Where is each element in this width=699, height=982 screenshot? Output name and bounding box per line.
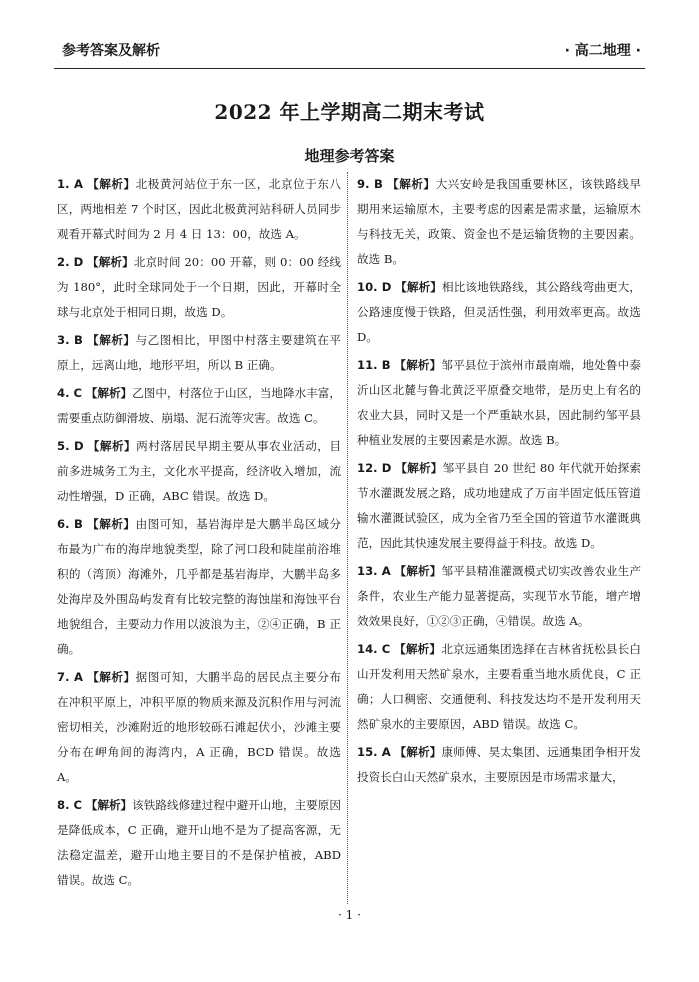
answer-item [357,172,641,272]
analysis-tag: 【解析】 [394,745,442,759]
page-subtitle: 地理参考答案 [304,147,395,165]
answer-text: 邹平县位于滨州市最南端，地处鲁中泰沂山区北麓与鲁北黄泛平原叠交地带，是历史上有名的农业大县，同时又是一个严重缺水县，因此制约邹平县种植业发展的主要因素是水源。故选 B。 [357,358,641,447]
answer-number: 5. D [57,439,84,453]
answer-item [57,381,341,431]
answer-number: 6. B [57,517,83,531]
answer-number: 9. B [357,177,383,191]
answer-text: 据图可知，大鹏半岛的居民点主要分布在冲积平原上，冲积平原的物质来源及沉积作用与河流密切相关，沙滩附近的地形较砾石滩起伏小，沙滩主要分布在岬角间的海湾内，A 正确，BCD 错误。故选 A。 [57,670,341,784]
answer-text: 北京远通集团选择在吉林省抚松县长白山开发利用天然矿泉水，主要看重当地水质优良，C 正确；人口稠密、交通便利、科技发达均不是开发利用天然矿泉水的主要原因，ABD 错误。故选 C。 [357,642,641,731]
answer-number: 7. A [57,670,83,684]
answer-number: 1. A [57,177,83,191]
analysis-tag: 【解析】 [395,280,442,294]
answer-item [357,740,641,790]
answer-text: 相比该地铁路线，其公路线弯曲更大，公路速度慢于铁路，但灵活性强，利用效率更高。故选 D。 [357,280,641,344]
answer-item [57,665,341,790]
page-title: 2022 年上学期高二期末考试 [214,100,485,124]
header-rule [54,68,645,69]
answer-item [57,250,341,325]
answer-number: 15. A [357,745,391,759]
analysis-tag: 【解析】 [387,177,436,191]
answer-text: 邹平县精准灌溉模式切实改善农业生产条件，农业生产能力显著提高，实现节水节能，增产增效效果良好，①②③正确，④错误。故选 A。 [357,564,641,628]
answer-item [357,353,641,453]
right-column [357,172,641,793]
answer-text: 邹平县自 20 世纪 80 年代就开始探索节水灌溉发展之路，成功地建成了万亩半固定低压管道输水灌溉试验区，成为全省乃至全国的管道节水灌溉典范，因此其快速发展主要得益于科技。故选 D。 [357,461,641,550]
left-column [57,172,341,896]
answer-text: 该铁路线修建过程中避开山地，主要原因是降低成本，C 正确，避开山地不是为了提高客源，无法稳定温差，避开山地主要目的不是保护植被，ABD 错误。故选 C。 [57,798,341,887]
answer-number: 2. D [57,255,84,269]
header-left-text: 参考答案及解析 [62,43,160,59]
answer-number: 11. B [357,358,391,372]
answer-text: 与乙图相比，甲图中村落主要建筑在平原上，远离山地，地形平坦，所以 B 正确。 [57,333,341,372]
answer-number: 8. C [57,798,83,812]
answer-number: 12. D [357,461,392,475]
answer-item [357,456,641,556]
analysis-tag: 【解析】 [395,461,443,475]
answer-number: 4. C [57,386,83,400]
answer-item [357,275,641,350]
analysis-tag: 【解析】 [394,358,442,372]
answer-item [357,637,641,737]
answer-text: 北极黄河站位于东一区，北京位于东八区，两地相差 7 个时区，因此北极黄河站科研人员同步观看开幕式时间为 2 月 4 日 13：00，故选 A。 [57,177,341,241]
answer-number: 3. B [57,333,83,347]
analysis-tag: 【解析】 [85,798,133,812]
answer-item [57,512,341,662]
column-divider [347,172,348,904]
analysis-tag: 【解析】 [85,386,133,400]
answer-text: 由图可知，基岩海岸是大鹏半岛区域分布最为广布的海岸地貌类型，除了河口段和陡崖前浴堆积的（湾顶）海滩外，几乎都是基岩海岸，大鹏半岛多处海岸及外围岛屿发育有比较完整的海蚀崖和海蚀平台地貌组合，主要动力作用以波浪为主，②④正确，B 正确。 [57,517,341,656]
answer-text: 乙图中，村落位于山区，当地降水丰富，需要重点防御滑坡、崩塌、泥石流等灾害。故选 C。 [57,386,341,425]
answer-text: 两村落居民早期主要从事农业活动，目前多进城务工为主，文化水平提高，经济收入增加，流动性增强，D 正确，ABC 错误。故选 D。 [57,439,341,503]
answer-item [57,328,341,378]
answer-number: 14. C [357,642,391,656]
analysis-tag: 【解析】 [87,255,134,269]
answer-text: 康师傅、昊太集团、远通集团争相开发投资长白山天然矿泉水，主要原因是市场需求量大， [357,745,641,784]
answer-text: 大兴安岭是我国重要林区，该铁路线早期用来运输原木，主要考虑的因素是需求量，运输原木与科技无关，政策、资金也不是运输货物的主要因素。故选 B。 [357,177,641,266]
answer-number: 13. A [357,564,391,578]
analysis-tag: 【解析】 [394,564,442,578]
answer-item [57,793,341,893]
answer-item [57,434,341,509]
analysis-tag: 【解析】 [87,333,136,347]
answer-item [357,559,641,634]
analysis-tag: 【解析】 [87,517,136,531]
page-number: · 1 · [338,908,361,922]
answer-item [57,172,341,247]
answer-number: 10. D [357,280,392,294]
page-header [62,40,641,66]
analysis-tag: 【解析】 [87,439,137,453]
analysis-tag: 【解析】 [87,670,136,684]
analysis-tag: 【解析】 [87,177,136,191]
answer-text: 北京时间 20：00 开幕，则 0：00 经线为 180°，此时全球同处于一个日期，因此，开幕时全球与北京处于相同日期，故选 D。 [57,255,341,319]
header-right-text: · 高二地理 · [564,43,641,59]
analysis-tag: 【解析】 [394,642,442,656]
